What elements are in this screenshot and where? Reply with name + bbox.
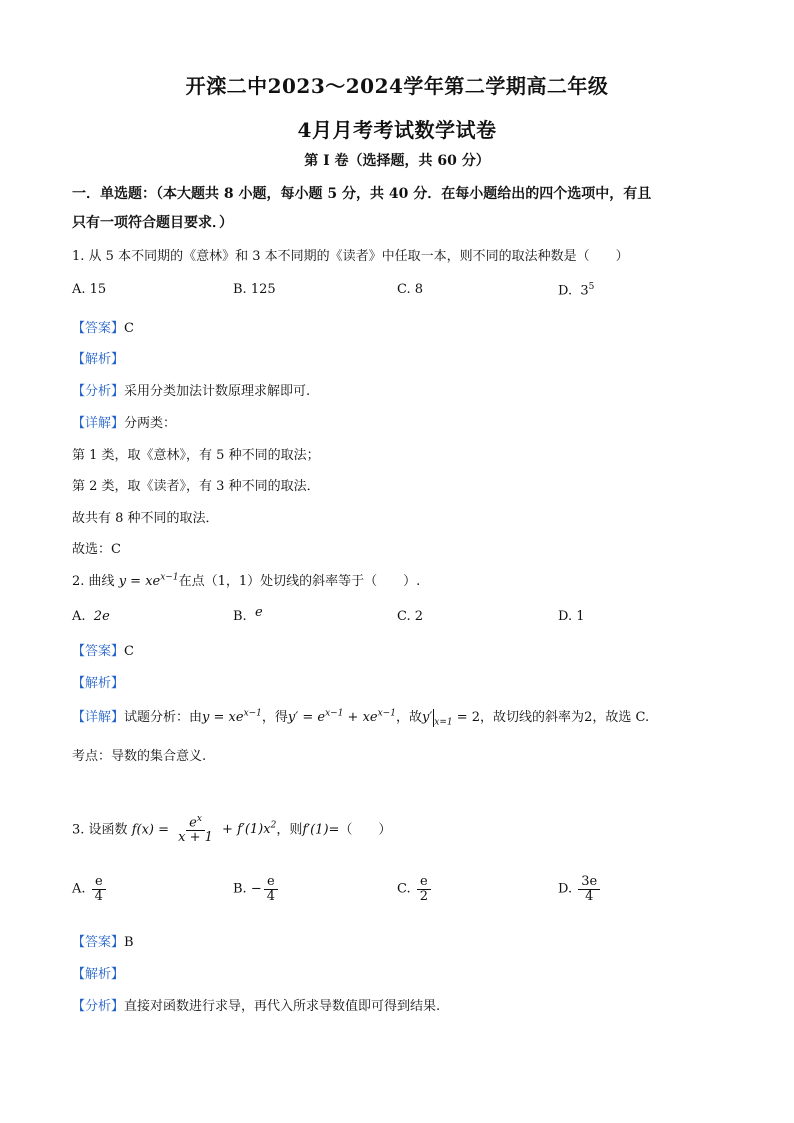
document-title: 开滦二中2023～2024学年第二学期高二年级 — [185, 74, 609, 98]
q1-option-b: B. 125 — [233, 282, 276, 297]
q1-option-a: A. 15 — [72, 282, 107, 297]
q3-analysis-label — [72, 963, 124, 982]
q2-option-b-label: B. — [233, 609, 247, 624]
q3-stem-post: =（ ） — [328, 822, 392, 838]
q2-option-a-label: A. — [72, 609, 86, 624]
detail-label: 【详解】 — [72, 710, 125, 725]
q1-detail-text: 分两类： — [124, 416, 177, 431]
q2-detail-post2: ，故选 C. — [592, 710, 650, 725]
fenxi-label: 【分析】 — [72, 384, 125, 399]
q3-option-c-den: 2 — [419, 888, 429, 904]
q3-option-b-fraction — [264, 875, 278, 903]
q3-option-d-label: D. — [558, 881, 573, 897]
q1-fenxi-line — [72, 380, 310, 399]
q2-option-b — [233, 605, 263, 624]
q3-option-b-label: B. — [233, 881, 247, 897]
q3-stem-mid: ，则 — [276, 822, 303, 838]
q3-option-a-den: 4 — [94, 888, 103, 904]
q1-solution-line-4: 故选：C — [72, 542, 121, 557]
q3-function-tail: + $f'(1)x^2$ — [222, 820, 277, 838]
q3-fraction: $\frac{e^x}{x + 1}$ — [178, 814, 213, 845]
q3-option-a-label: A. — [72, 881, 86, 897]
q3-fenxi-text: 直接对函数进行求导，再代入所求导数值即可得到结果. — [124, 999, 441, 1014]
q2-detail-post1: ，故切线的斜率为 — [480, 710, 585, 725]
q1-analysis-label — [72, 348, 124, 367]
q3-option-c — [397, 875, 433, 903]
question-1-stem: 1. 从 5 本不同期的《意林》和 3 本不同期的《读者》中任取一本，则不同的取法种数是（ ） — [72, 249, 629, 264]
q2-option-d: D. 1 — [558, 609, 585, 624]
q3-option-b-sign: − — [250, 881, 262, 897]
q2-answer: C — [124, 644, 134, 659]
q2-curve-formula: $y = xe^{x-1}$ — [118, 572, 179, 589]
q3-option-d-num: 3e — [578, 875, 600, 890]
q1-fenxi-text: 采用分类加法计数原理求解即可. — [124, 384, 311, 399]
q2-detail-mid1: ，得 — [261, 710, 288, 725]
section-heading-line2: 只有一项符合题目要求．） — [72, 215, 233, 231]
q3-option-b — [233, 875, 280, 903]
q3-answer: B — [124, 935, 134, 950]
q2-answer-line — [72, 640, 134, 659]
q2-stem-pre: 2. 曲线 — [72, 574, 115, 589]
question-3-stem — [72, 815, 391, 845]
q2-detail-mid2: ，故 — [395, 710, 422, 725]
q1-answer-line — [72, 317, 134, 336]
q3-fenxi-line — [72, 995, 440, 1014]
q3-option-b-den: 4 — [266, 888, 276, 904]
q3-option-d-den: 4 — [585, 888, 594, 904]
q2-option-b-value: e — [254, 605, 263, 620]
q2-note: 考点：导数的集合意义. — [72, 749, 207, 764]
question-2-stem — [72, 570, 420, 589]
q2-detail-pre: 试题分析：由 — [124, 710, 203, 725]
q3-answer-line — [72, 931, 134, 950]
q3-stem-pre: 3. 设函数 — [72, 822, 128, 838]
answer-label: 【答案】 — [72, 644, 125, 659]
q2-detail-line — [72, 706, 649, 728]
q2-detail-two: 2 — [584, 710, 593, 725]
q2-detail-formula-2: $y' = e^{x-1} + xe^{x-1}$ — [287, 708, 396, 725]
q1-solution-line-3: 故共有 8 种不同的取法． — [72, 511, 219, 526]
q2-detail-eq: = 2 — [456, 710, 481, 725]
section-heading-line1: 一．单选题：（本大题共 8 小题，每小题 5 分，共 40 分．在每小题给出的四个选项中，有且 — [72, 186, 652, 202]
q2-option-a-value: 2e — [93, 609, 110, 624]
q3-target: f′(1) — [302, 822, 329, 838]
fenxi-label: 【分析】 — [72, 999, 125, 1014]
q2-stem-post: 在点（1，1）处切线的斜率等于（ ）. — [178, 574, 421, 589]
q3-option-b-num: e — [264, 875, 278, 890]
q2-detail-formula-3: y′ $_{x=1}$ — [421, 710, 453, 728]
q3-option-d-fraction — [578, 875, 600, 903]
q3-option-d — [558, 875, 602, 903]
q1-solution-line-1: 第 1 类，取《意林》，有 5 种不同的取法； — [72, 448, 320, 463]
q3-option-a-num: e — [92, 875, 106, 890]
q3-option-a-fraction — [92, 875, 106, 903]
document-subtitle: 4月月考考试数学试卷 — [297, 118, 497, 142]
q1-solution-line-2: 第 2 类，取《读者》，有 3 种不同的取法． — [72, 479, 320, 494]
analysis-label: 【解析】 — [72, 352, 125, 367]
q1-answer: C — [124, 321, 134, 336]
q1-detail-line — [72, 412, 176, 431]
q2-option-c: C. 2 — [397, 609, 424, 624]
answer-label: 【答案】 — [72, 321, 125, 336]
q3-option-c-num: e — [417, 875, 431, 890]
q3-option-c-fraction — [417, 875, 431, 903]
q1-option-d-exponent: 5 — [588, 282, 595, 292]
detail-label: 【详解】 — [72, 416, 125, 431]
volume-heading: 第 I 卷（选择题，共 60 分） — [304, 153, 490, 169]
analysis-label: 【解析】 — [72, 967, 125, 982]
analysis-label: 【解析】 — [72, 676, 125, 691]
q1-option-c: C. 8 — [397, 282, 424, 297]
answer-label: 【答案】 — [72, 935, 125, 950]
q1-option-d — [558, 282, 594, 298]
q3-option-c-label: C. — [397, 881, 411, 897]
q3-option-a — [72, 875, 108, 903]
q2-option-a — [72, 609, 110, 624]
q1-option-d-label: D. — [558, 283, 573, 299]
q3-function-formula: f(x) = — [131, 822, 169, 838]
q2-detail-formula-1: $y = xe^{x-1}$ — [202, 708, 262, 725]
q2-analysis-label — [72, 672, 124, 691]
q1-option-d-base: 3 — [580, 283, 589, 299]
